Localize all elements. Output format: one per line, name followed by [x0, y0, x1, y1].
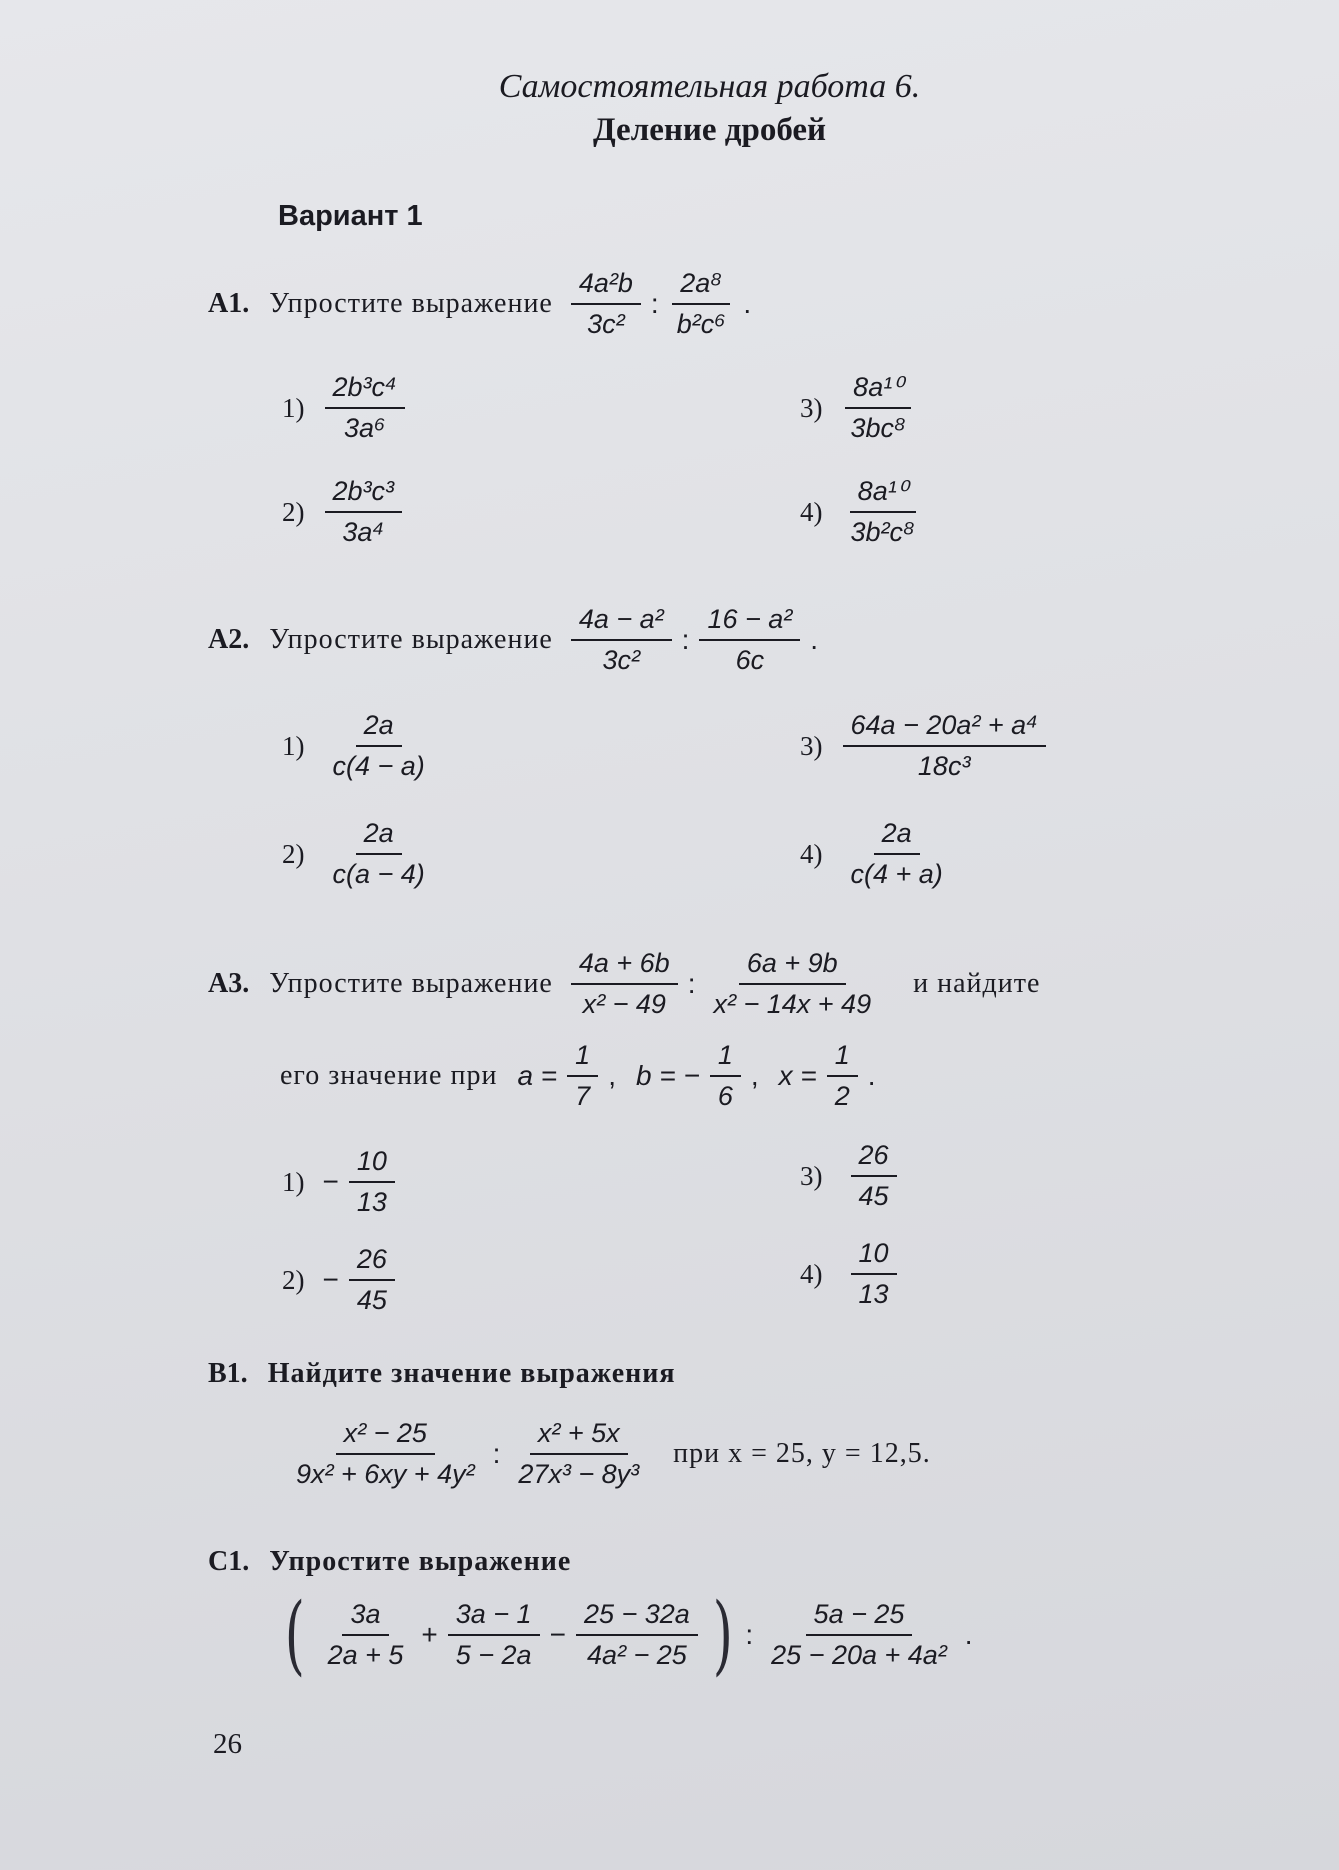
task-prompt: Упростите выражение: [269, 968, 553, 1000]
divide-sign: :: [681, 624, 690, 656]
fraction: $\frac{1}{2}$: [827, 1040, 858, 1112]
answer-option[interactable]: 4) $\frac{2a}{c(4 + a)}$: [800, 818, 957, 890]
fraction: $\frac{\text{x² − 25}}{\text{9x² + 6xy + 4y²}}$: [296, 1418, 475, 1490]
fraction: $\frac{\text{2b³c³}}{\text{3a⁴}}$: [325, 476, 403, 548]
page-title: Самостоятельная работа 6.: [498, 68, 921, 105]
fraction: $\frac{\text{8a¹⁰}}{\text{3bc⁸}}$: [843, 372, 914, 444]
task-c1-expression: ( $\frac{3a}{2a + 5}$ + $\frac{3a - 1}{5 - 2a}$ − $\frac{25 - 32a}{\text{4a² − 25}}$ ) : $\frac{5a - 25}{\text{25 − 20a + 4a²}}$ .: [284, 1585, 973, 1685]
task-b1: [208, 1358, 676, 1390]
fraction: $\frac{10}{13}$: [851, 1238, 897, 1310]
fraction: $\frac{5a - 25}{\text{25 − 20a + 4a²}}$: [771, 1598, 947, 1670]
page-number: 26: [213, 1728, 242, 1760]
variant-heading: Вариант 1: [278, 200, 423, 232]
answer-option[interactable]: 2) $\frac{2a}{c(a - 4)}$: [282, 818, 439, 890]
fraction: $\frac{2a}{c(a - 4)}$: [332, 818, 425, 890]
fraction: $\frac{\text{4a − a²}}{\text{3c²}}$: [571, 604, 672, 676]
answer-option[interactable]: 4) $\frac{\text{8a¹⁰}}{\text{3b²c⁸}}$: [800, 476, 929, 548]
task-a2: A2. Упростите выражение $\frac{\text{4a − a²}}{\text{3c²}}$ : $\frac{\text{16 − a²}}{6c}$ .: [208, 604, 819, 676]
task-label: B1.: [208, 1358, 248, 1389]
task-c1: [208, 1546, 571, 1578]
fraction: $\frac{\text{8a¹⁰}}{\text{3b²c⁸}}$: [850, 476, 915, 548]
task-prompt: Найдите значение выражения: [267, 1358, 676, 1389]
fraction: $\frac{26}{45}$: [349, 1244, 395, 1316]
fraction: $\frac{25 - 32a}{\text{4a² − 25}}$: [576, 1599, 698, 1671]
page-subtitle: Деление дробей: [592, 112, 827, 148]
answer-option[interactable]: 3) $\frac{\text{8a¹⁰}}{\text{3bc⁸}}$: [800, 372, 920, 444]
task-a1: A1. Упростите выражение $\frac{\text{4a²b}}{\text{3c²}}$ : $\frac{\text{2a⁸}}{\text{b²c⁶}}$ .: [208, 268, 752, 340]
answer-option[interactable]: 2) $\frac{\text{2b³c³}}{\text{3a⁴}}$: [282, 476, 408, 548]
task-label: A3.: [208, 968, 250, 1000]
task-prompt: Упростите выражение: [269, 624, 553, 656]
fraction: $\frac{26}{45}$: [851, 1140, 897, 1212]
divide-sign: :: [687, 968, 696, 1000]
fraction: $\frac{10}{13}$: [349, 1146, 395, 1218]
answer-option[interactable]: 1) − $\frac{10}{13}$: [282, 1146, 401, 1218]
fraction: $\frac{\text{x² + 5x}}{\text{27x³ − 8y³}}$: [518, 1418, 640, 1490]
fraction: $\frac{3a - 1}{5 - 2a}$: [448, 1599, 540, 1671]
task-prompt: Упростите выражение: [269, 288, 553, 320]
divide-sign: :: [492, 1438, 501, 1470]
task-label: A1.: [208, 288, 250, 320]
fraction: $\frac{\text{64a − 20a² + a⁴}}{\text{18c³}}$: [843, 710, 1046, 782]
answer-option[interactable]: 3) $\frac{\text{64a − 20a² + a⁴}}{\text{18c³}}$: [800, 710, 1052, 782]
task-a3: A3. Упростите выражение $\frac{4a + 6b}{\text{x² − 49}}$ : $\frac{6a + 9b}{\text{x² − 14x + 49}}$ и найдите: [208, 948, 1041, 1020]
task-prompt: Упростите выражение: [269, 1546, 572, 1577]
answer-option[interactable]: 4) $\frac{10}{13}$: [800, 1238, 903, 1310]
task-b1-expression: $\frac{\text{x² − 25}}{\text{9x² + 6xy + 4y²}}$ : $\frac{\text{x² + 5x}}{\text{27x³ − 8y³}}$ при x = 25, y = 12,5.: [282, 1418, 931, 1490]
fraction: $\frac{2a}{c(4 - a)}$: [332, 710, 425, 782]
fraction: $\frac{\text{4a²b}}{\text{3c²}}$: [571, 268, 641, 340]
fraction: $\frac{2a}{c(4 + a)}$: [850, 818, 943, 890]
fraction: $\frac{\text{2b³c⁴}}{\text{3a⁶}}$: [325, 372, 405, 444]
divide-sign: :: [650, 288, 659, 320]
fraction: $\frac{1}{6}$: [710, 1040, 741, 1112]
fraction: $\frac{6a + 9b}{\text{x² − 14x + 49}}$: [713, 948, 872, 1020]
fraction: $\frac{\text{2a⁸}}{\text{b²c⁶}}$: [669, 268, 734, 340]
task-label: A2.: [208, 624, 250, 656]
task-label: C1.: [208, 1546, 250, 1577]
answer-option[interactable]: 3) $\frac{26}{45}$: [800, 1140, 903, 1212]
fraction: $\frac{4a + 6b}{\text{x² − 49}}$: [571, 948, 678, 1020]
fraction: $\frac{3a}{2a + 5}$: [327, 1598, 404, 1670]
divide-sign: :: [745, 1619, 754, 1650]
answer-option[interactable]: 1) $\frac{\text{2b³c⁴}}{\text{3a⁶}}$: [282, 372, 411, 444]
fraction: $\frac{1}{7}$: [567, 1040, 598, 1112]
answer-option[interactable]: 2) − $\frac{26}{45}$: [282, 1244, 401, 1316]
answer-option[interactable]: 1) $\frac{2a}{c(4 - a)}$: [282, 710, 439, 782]
fraction: $\frac{\text{16 − a²}}{6c}$: [699, 604, 800, 676]
task-a3-values: его значение при a = $\frac{1}{7}$ , b = − $\frac{1}{6}$ , x = $\frac{1}{2}$ .: [280, 1040, 876, 1112]
